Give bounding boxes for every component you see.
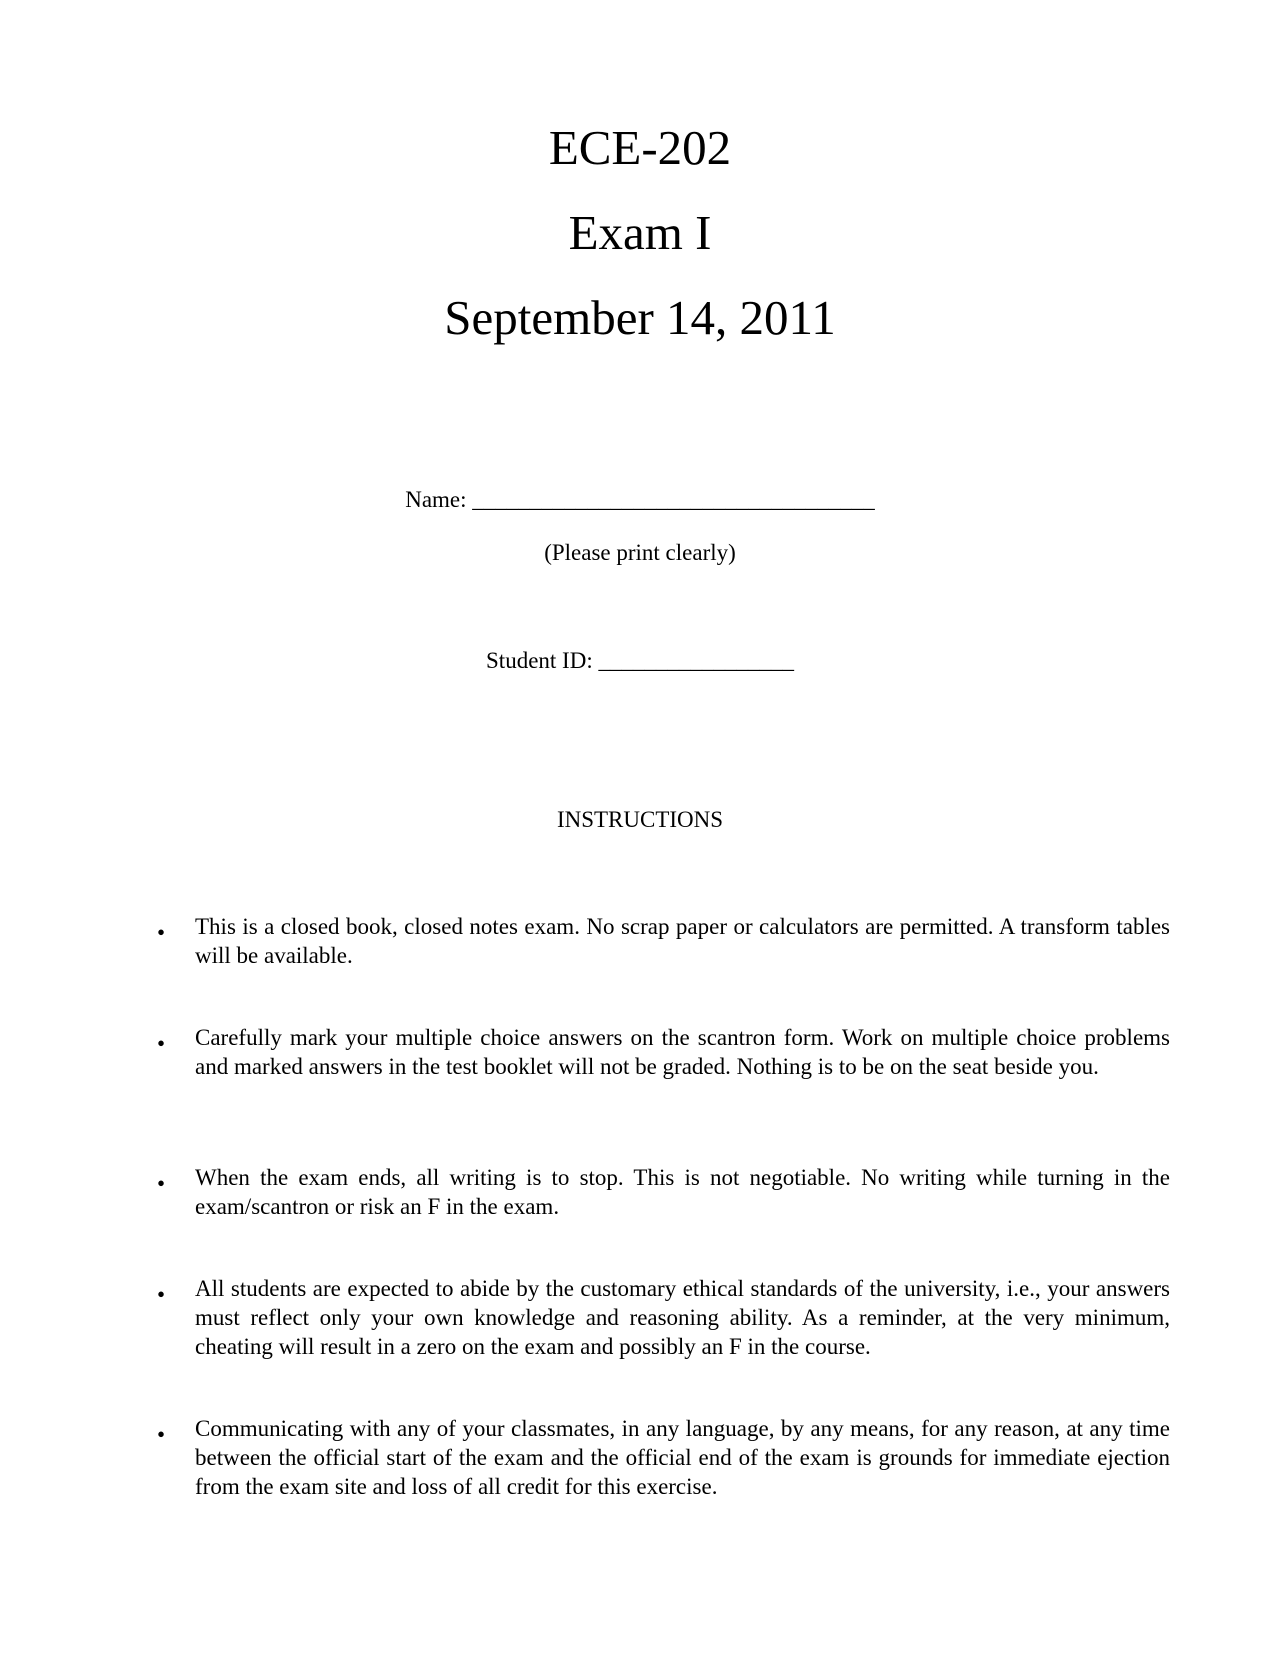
bullet-icon: • <box>157 920 166 945</box>
bullet-icon: • <box>157 1422 166 1447</box>
bullet-icon: • <box>157 1282 166 1307</box>
instruction-text: Communicating with any of your classmates, in any language, by any means, for any reason, at any time between the official start of the exam and the official end of the exam is grounds for immediate ejection from the exam site and loss of all credit for this exercise. <box>195 1416 1170 1499</box>
exam-title: Exam I <box>568 205 712 260</box>
student-id-field: Student ID: _________________ <box>486 648 794 673</box>
instruction-text: Carefully mark your multiple choice answers on the scantron form. Work on multiple choice problems and marked answers in the test booklet will not be graded. Nothing is to be on the seat beside you. <box>195 1025 1170 1079</box>
print-clearly-note: (Please print clearly) <box>544 540 736 565</box>
instruction-text: All students are expected to abide by the customary ethical standards of the university, i.e., your answers must reflect only your own knowledge and reasoning ability. As a reminder, at the very minimum, cheating will result in a zero on the exam and possibly an F in the course. <box>195 1276 1170 1359</box>
course-title: ECE-202 <box>548 120 732 175</box>
bullet-icon: • <box>157 1031 166 1056</box>
exam-date: September 14, 2011 <box>444 290 836 345</box>
name-field: Name: ___________________________________ <box>405 487 875 512</box>
bullet-icon: • <box>157 1171 166 1196</box>
instructions-heading: INSTRUCTIONS <box>556 807 724 832</box>
instruction-text: This is a closed book, closed notes exam. No scrap paper or calculators are permitted. A transform tables will be available. <box>195 914 1170 968</box>
instruction-text: When the exam ends, all writing is to stop. This is not negotiable. No writing while turning in the exam/scantron or risk an F in the exam. <box>195 1165 1170 1219</box>
